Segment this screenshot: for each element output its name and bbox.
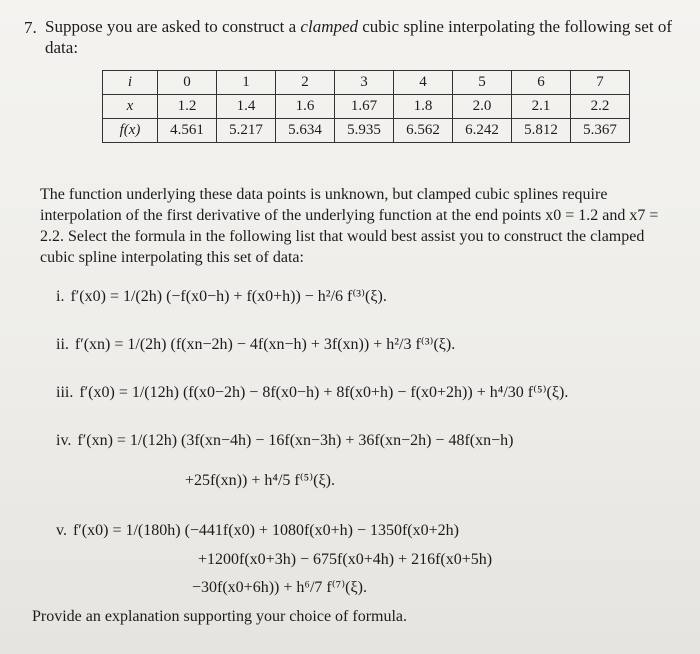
table-row-x bbox=[103, 95, 630, 119]
table-cell: 6.242 bbox=[453, 119, 512, 143]
table-cell: 5.812 bbox=[512, 119, 571, 143]
stem-before: Suppose you are asked to construct a bbox=[45, 17, 301, 36]
option-iv bbox=[56, 432, 513, 450]
table-cell: 3 bbox=[335, 71, 394, 95]
table-cell: 5.634 bbox=[276, 119, 335, 143]
option-i bbox=[56, 286, 387, 306]
table-cell: 6 bbox=[512, 71, 571, 95]
table-cell: 5.935 bbox=[335, 119, 394, 143]
table-cell: 2.2 bbox=[571, 95, 630, 119]
data-table bbox=[102, 70, 630, 143]
option-mark: ii. bbox=[56, 336, 69, 353]
explanation-paragraph: The function underlying these data points is unknown, but clamped cubic splines require interpolation of the first derivative of the underlying function at the end points x0 = 1.2 and x7 = 2.2. Select the formula in the following list that would best assist you to construct the clamped cubic spline interpolating this set of data: bbox=[40, 186, 659, 266]
question-number: 7. bbox=[24, 18, 37, 37]
table-cell: 1.4 bbox=[217, 95, 276, 119]
option-formula: f′(x0) = 1/(12h) (f(x0−2h) − 8f(x0−h) + 8f(x0+h) − f(x0+2h)) + h⁴/30 f⁽⁵⁾(ξ). bbox=[79, 384, 569, 401]
table-cell: 4 bbox=[394, 71, 453, 95]
stem-after: cubic spline interpolating the following set of data: bbox=[45, 17, 672, 57]
option-mark: iii. bbox=[56, 384, 74, 401]
option-formula: f′(x0) = 1/(180h) (−441f(x0) + 1080f(x0+h) − 1350f(x0+2h) bbox=[72, 522, 459, 539]
table-cell: 2 bbox=[276, 71, 335, 95]
option-v-continuation-2: −30f(x0+6h)) + h⁶/7 f⁽⁷⁾(ξ). bbox=[192, 579, 367, 596]
stem-italic: clamped bbox=[300, 17, 359, 36]
question-stem bbox=[45, 16, 685, 58]
option-formula: f′(x0) = 1/(2h) (−f(x0−h) + f(x0+h)) − h²/6 f⁽³⁾(ξ). bbox=[70, 288, 387, 305]
table-cell: 2.1 bbox=[512, 95, 571, 119]
instruction-footer: Provide an explanation supporting your choice of formula. bbox=[32, 608, 408, 625]
table-cell: 7 bbox=[571, 71, 630, 95]
option-v-continuation-1: +1200f(x0+3h) − 675f(x0+4h) + 216f(x0+5h) bbox=[198, 551, 493, 568]
table-cell: 5.217 bbox=[217, 119, 276, 143]
option-mark: iv. bbox=[56, 432, 72, 449]
option-mark: i. bbox=[56, 288, 65, 305]
table-row-i bbox=[103, 71, 630, 95]
option-ii bbox=[56, 334, 455, 354]
table-cell: 1.67 bbox=[335, 95, 394, 119]
table-cell: 1.2 bbox=[158, 95, 217, 119]
table-cell: 1.8 bbox=[394, 95, 453, 119]
table-cell: 1.6 bbox=[276, 95, 335, 119]
option-mark: v. bbox=[56, 522, 67, 539]
table-cell: 0 bbox=[158, 71, 217, 95]
table-cell: 4.561 bbox=[158, 119, 217, 143]
table-cell: 5 bbox=[453, 71, 512, 95]
option-iv-continuation: +25f(xn)) + h⁴/5 f⁽⁵⁾(ξ). bbox=[185, 472, 335, 489]
row-label-fx: f(x) bbox=[103, 119, 158, 143]
table-cell: 2.0 bbox=[453, 95, 512, 119]
option-formula: f′(xn) = 1/(12h) (3f(xn−4h) − 16f(xn−3h) + 36f(xn−2h) − 48f(xn−h) bbox=[77, 432, 514, 449]
option-iii bbox=[56, 382, 568, 402]
option-formula: f′(xn) = 1/(2h) (f(xn−2h) − 4f(xn−h) + 3f(xn)) + h²/3 f⁽³⁾(ξ). bbox=[74, 336, 456, 353]
row-label-i: i bbox=[103, 71, 158, 95]
option-v bbox=[56, 522, 459, 540]
table-cell: 5.367 bbox=[571, 119, 630, 143]
row-label-x: x bbox=[103, 95, 158, 119]
table-cell: 1 bbox=[217, 71, 276, 95]
table-cell: 6.562 bbox=[394, 119, 453, 143]
table-row-fx bbox=[103, 119, 630, 143]
